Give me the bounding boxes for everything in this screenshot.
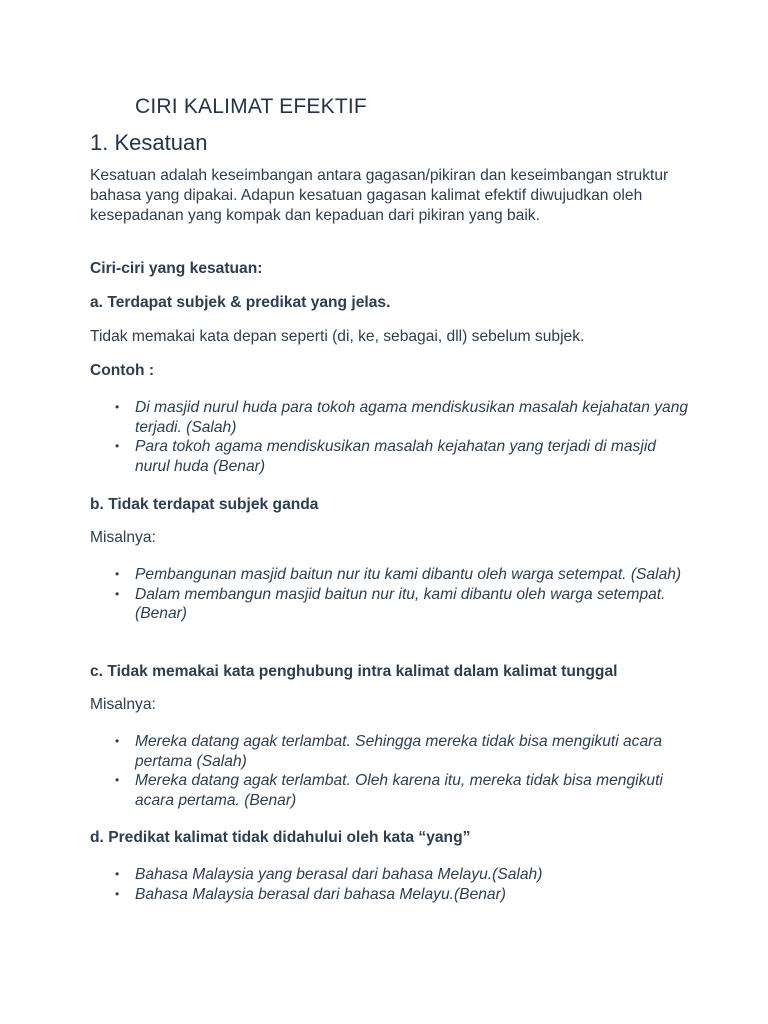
- criterion-a-examples: [90, 398, 690, 476]
- intro-paragraph: Kesatuan adalah keseimbangan antara gagasan/pikiran dan keseimbangan struktur bahasa yang dipakai. Adapun kesatuan gagasan kalimat efektif diwujudkan oleh kesepadanan yang kompak dan kepaduan dari pikiran yang baik.: [90, 167, 669, 224]
- list-item: [90, 585, 690, 624]
- list-item: [90, 885, 690, 905]
- criterion-a-example-label: Contoh :: [90, 362, 155, 379]
- criterion-a-note: Tidak memakai kata depan seperti (di, ke, sebagai, dll) sebelum subjek.: [90, 328, 585, 345]
- bullet-icon: •: [115, 886, 120, 901]
- bullet-icon: •: [115, 734, 120, 748]
- list-item: [90, 565, 690, 585]
- list-item: [90, 732, 690, 771]
- list-item: [90, 437, 690, 476]
- example-text: Pembangunan masjid baitun nur itu kami dibantu oleh warga setempat. (Salah): [135, 566, 682, 583]
- bullet-icon: •: [115, 400, 120, 414]
- criterion-b-examples: [90, 565, 690, 624]
- bullet-icon: •: [115, 567, 120, 581]
- example-text: Mereka datang agak terlambat. Sehingga mereka tidak bisa mengikuti acara pertama (Salah): [135, 733, 663, 770]
- criterion-c-examples: [90, 732, 690, 810]
- criteria-heading: Ciri-ciri yang kesatuan:: [90, 260, 263, 277]
- criterion-a-heading: a. Terdapat subjek & predikat yang jelas.: [90, 294, 391, 311]
- example-text: Bahasa Malaysia berasal dari bahasa Melayu.(Benar): [135, 885, 506, 903]
- example-text: Dalam membangun masjid baitun nur itu, kami dibantu oleh warga setempat. (Benar): [135, 585, 666, 622]
- criterion-b-heading: b. Tidak terdapat subjek ganda: [90, 496, 319, 513]
- example-text: Mereka datang agak terlambat. Oleh karena itu, mereka tidak bisa mengikuti acara pertama. (Benar): [135, 772, 663, 809]
- criterion-d-examples: [90, 865, 690, 904]
- section-heading-kesatuan: 1. Kesatuan: [90, 130, 208, 155]
- criterion-c-heading: c. Tidak memakai kata penghubung intra kalimat dalam kalimat tunggal: [90, 663, 618, 680]
- list-item: [90, 398, 690, 437]
- example-text: Di masjid nurul huda para tokoh agama mendiskusikan masalah kejahatan yang terjadi. (Salah): [135, 399, 689, 436]
- bullet-icon: •: [115, 586, 120, 601]
- bullet-icon: •: [115, 867, 120, 881]
- criterion-b-example-label: Misalnya:: [90, 529, 156, 546]
- list-item: [90, 771, 690, 810]
- example-text: Para tokoh agama mendiskusikan masalah kejahatan yang terjadi di masjid nurul huda (Benar): [135, 438, 656, 475]
- bullet-icon: •: [115, 439, 120, 453]
- example-text: Bahasa Malaysia yang berasal dari bahasa Melayu.(Salah): [135, 866, 543, 883]
- list-item: [90, 865, 690, 885]
- criterion-c-example-label: Misalnya:: [90, 696, 156, 713]
- page-title: CIRI KALIMAT EFEKTIF: [135, 95, 367, 118]
- bullet-icon: •: [115, 773, 120, 787]
- criterion-d-heading: d. Predikat kalimat tidak didahului oleh kata “yang”: [90, 829, 471, 846]
